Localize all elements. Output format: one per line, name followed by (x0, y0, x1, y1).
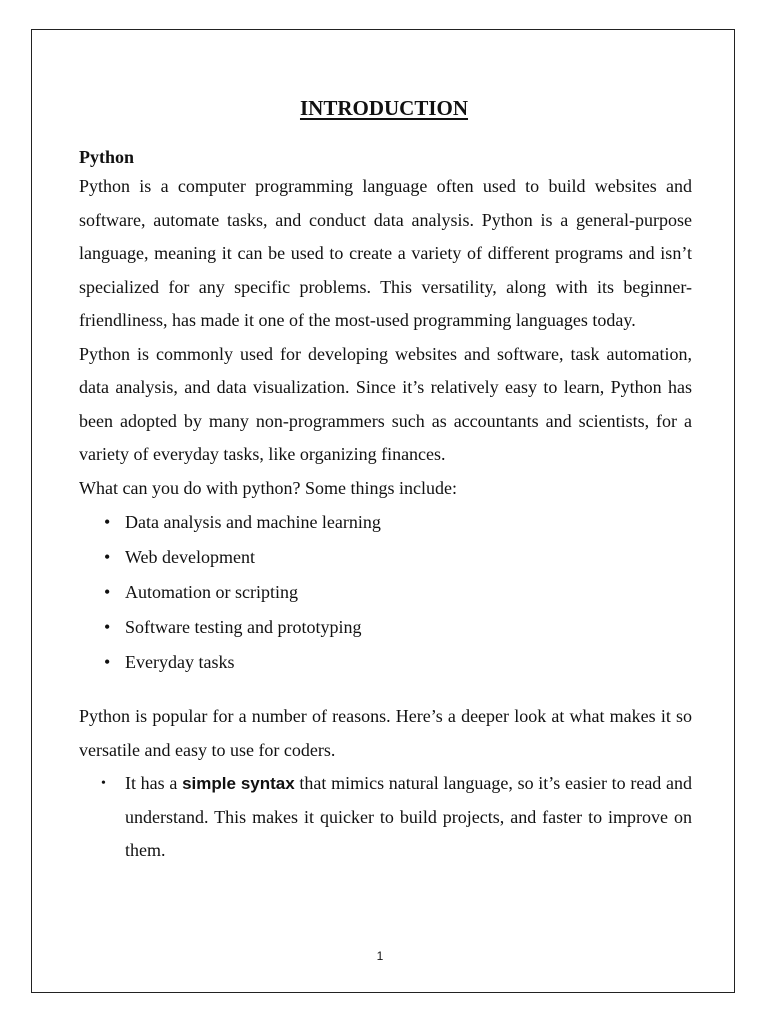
reason-suffix: that mimics natural language, so it’s easier to read and understand. This makes it quicker to build projects, and faster to improve on them. (125, 773, 692, 860)
reason-emphasis: simple syntax (182, 774, 295, 793)
list-item (101, 767, 692, 868)
paragraph-popular: Python is popular for a number of reasons. Here’s a deeper look at what makes it so versatile and easy to use for coders. (79, 706, 692, 760)
list-item-text: Software testing and prototyping (125, 617, 362, 637)
bullet-icon: • (104, 547, 111, 567)
bullet-icon: • (104, 582, 111, 602)
bullet-icon: • (104, 617, 111, 637)
page-number: 1 (376, 949, 384, 963)
list-item-text: Web development (125, 547, 256, 567)
list-item-text: Everyday tasks (125, 652, 235, 672)
list-item-text: Automation or scripting (125, 582, 298, 602)
section-heading: Python (79, 147, 135, 167)
list-item (104, 610, 692, 645)
bullet-icon: • (104, 652, 111, 672)
bullet-icon: • (101, 776, 106, 791)
list-item-text: Data analysis and machine learning (125, 512, 381, 532)
list-item (104, 645, 692, 680)
uses-list (79, 505, 692, 680)
page-title: INTRODUCTION (299, 96, 469, 120)
spacer (79, 680, 692, 700)
list-item (104, 575, 692, 610)
reason-prefix: It has a (125, 773, 183, 793)
list-item (104, 505, 692, 540)
paragraph-intro: Python is a computer programming language often used to build websites and software, automate tasks, and conduct data analysis. Python is a general-purpose language, meaning it can be used to create a variety of different programs and isn’t specialized for any specific problems. This versatility, along with its beginner-friendliness, has made it one of the most-used programming languages today. (79, 176, 692, 330)
list-item (104, 540, 692, 575)
bullet-icon: • (104, 512, 111, 532)
document-body (79, 144, 692, 868)
reasons-list (79, 767, 692, 868)
paragraph-uses: Python is commonly used for developing websites and software, task automation, data analysis, and data visualization. Since it’s relatively easy to learn, Python has been adopted by many non-programmers such as accountants and scientists, for a variety of everyday tasks, like organizing finances. (79, 343, 692, 464)
paragraph-question: What can you do with python? Some things include: (79, 477, 457, 498)
